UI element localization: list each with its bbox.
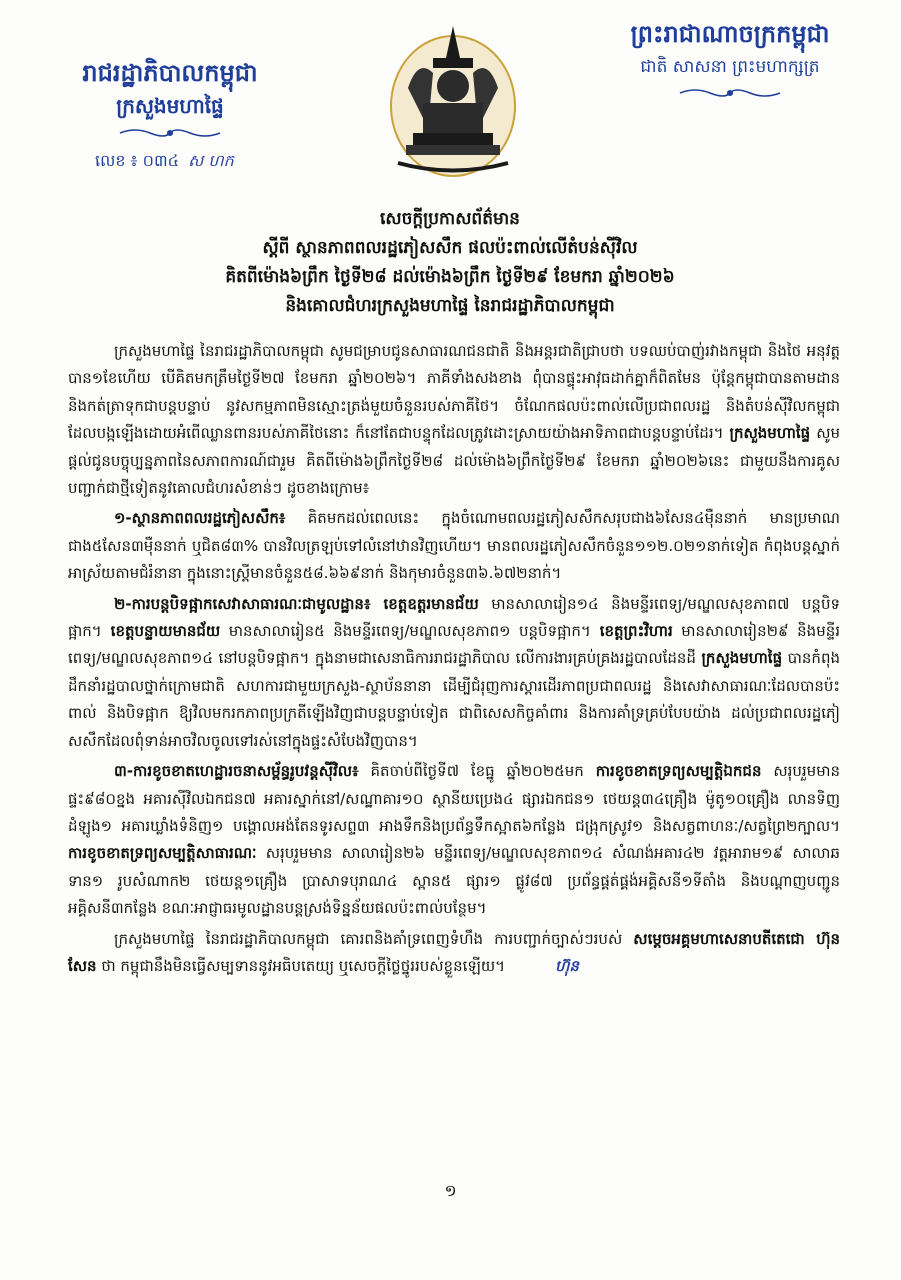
document-title [100,205,800,321]
ornament-divider-icon [115,126,225,140]
kingdom-header [590,18,870,100]
page-number: ១ [444,1181,457,1200]
ornament-divider-icon [675,86,785,100]
paragraph-position: ក្រសួងមហាផ្ទៃ នៃរាជរដ្ឋាភិបាលកម្ពុជា គោរពនិងគាំទ្រពេញទំហឹង ការបញ្ជាក់ច្បាស់ៗរបស់ សម្តេចអគ្គមហាសេនាបតីតេជោ ហ៊ុន សែន ថា កម្ពុជានឹងមិនធ្វើសម្បទាននូវអធិបតេយ្យ ឬសេចក្តីថ្លៃថ្នូររបស់ខ្លួនឡើយ។ ហ៊ុន [68,926,840,981]
document-number [95,150,234,174]
document-number-label: លេខ ៖ ០៣៤ [95,151,179,170]
kingdom-name: ព្រះរាជាណាចក្រកម្ពុជា [630,20,830,48]
paragraph-damage: ៣-ការខូចខាតហេដ្ឋារចនាសម្ព័ន្ធរូបវន្តស៊ីវិល៖ គិតចាប់ពីថ្ងៃទី៧ ខែធ្នូ ឆ្នាំ២០២៥មក ការខូចខាតទ្រព្យសម្បត្តិឯកជន សរុបរួមមាន ផ្ទះ៩៨០ខ្នង អគារស៊ីវិលឯកជន៧ អគារស្នាក់នៅ/សណ្ឋាគារ១០ ស្ថានីយប្រេង៤ ផ្សារឯកជន១ ថេយន្ត៣៤គ្រឿង ម៉ូតូ១០គ្រឿង លានទិញដំឡូង១ អគារឃ្លាំងទំនិញ១ បង្គោលអង់តែនទូរសព្ទ៣ អាងទឹកនិងប្រព័ន្ធទឹកស្អាត៦កន្លែង ជង្រុកស្រូវ១ និងសត្វពាហនៈ/សត្វព្រៃ២ក្បាល។ ការខូចខាតទ្រព្យសម្បត្តិសាធារណៈ សរុបរួមមាន សាលារៀន២៦ មន្ទីរពេទ្យ/មណ្ឌលសុខភាព១៤ សំណង់អគារ៤២ វត្តអារាម១៩ សាលាឆទាន១ រូបសំណាក២ ថេយន្ត១គ្រឿង ប្រាសាទបុរាណ៤ ស្ពាន៥ ផ្សារ១ ផ្លូវ៨៧ ប្រព័ន្ធផ្គត់ផ្គង់អគ្គិសនី១ទីតាំង និងបណ្តាញបញ្ជូនអគ្គិសនី៣កន្លែង ខណៈអាជ្ញាធរមូលដ្ឋានបន្តស្រង់ទិន្នន័យផលប៉ះពាល់បន្ថែម។ [68,762,840,918]
national-motto: ជាតិ សាសនា ព្រះមហាក្សត្រ [640,57,820,77]
title-line-2: ស្តីពី ស្ថានភាពពលរដ្ឋភៀសសឹក ផលប៉ះពាល់លើតំបន់ស៊ីវិល [262,238,638,258]
ministry-name: ក្រសួងមហាផ្ទៃ [116,94,224,118]
paragraph-public-services: ២-ការបន្តបិទផ្អាកសេវាសាធារណៈជាមូលដ្ឋាន៖ ខេត្តឧត្តរមានជ័យ មានសាលារៀន១៤ និងមន្ទីរពេទ្យ/មណ្ឌលសុខភាព៧ បន្តបិទផ្អាក។ ខេត្តបន្ទាយមានជ័យ មានសាលារៀន៥ និងមន្ទីរពេទ្យ/មណ្ឌលសុខភាព១ បន្តបិទផ្អាក។ ខេត្តព្រះវិហារ មានសាលារៀន២៩ និងមន្ទីរពេទ្យ/មណ្ឌលសុខភាព១៤ នៅបន្តបិទផ្អាក។ ក្នុងនាមជាសេនាធិការរាជរដ្ឋាភិបាល លើការងារគ្រប់គ្រងរដ្ឋបាលដែនដី ក្រសួងមហាផ្ទៃ បានកំពុងដឹកនាំរដ្ឋបាលថ្នាក់ក្រោមជាតិ សហការជាមួយក្រសួង-ស្ថាប័ននានា ដើម្បីជំរុញការស្តារដើរភាពប្រជាពលរដ្ឋ និងសេវាសាធារណៈដែលបានប៉ះពាល់ និងបិទផ្អាក ឱ្យវិលមករកភាពប្រក្រតីឡើងវិញជាបន្តបន្ទាប់ទៀត ជាពិសេសកិច្ចគាំពារ និងការគាំទ្រគ្រប់បែបយ៉ាង ដល់ប្រជាពលរដ្ឋភៀសសឹកដែលពុំទាន់អាចវិលចូលទៅរស់នៅក្នុងផ្ទះសំបែងវិញបាន។ [68,594,840,750]
paragraph-refugees: ១-ស្ថានភាពពលរដ្ឋភៀសសឹក៖ គិតមកដល់ពេលនេះ ក្នុងចំណោមពលរដ្ឋភៀសសឹកសរុបជាង៦សែន៤ម៉ឺននាក់ មានប្រមាណជាង៥សែន៣ម៉ឺននាក់ ឬជិត៨៣% បានវិលត្រឡប់ទៅលំនៅឋានវិញហើយ។ មានពលរដ្ឋភៀសសឹកចំនួន១១២.០២១នាក់ទៀត កំពុងបន្តស្នាក់អាស្រ័យតាមជំរំនានា ក្នុងនោះស្ត្រីមានចំនួន៥៨.៦៦៩នាក់ និងកុមារចំនួន៣៦.៦៧២នាក់។ [68,509,840,583]
title-line-3: គិតពីម៉ោង៦ព្រឹក ថ្ងៃទី២៨ ដល់ម៉ោង៦ព្រឹក ថ្ងៃទី២៩ ខែមករា ឆ្នាំ២០២៦ [225,267,675,287]
royal-emblem-icon [378,18,528,183]
title-line-1: សេចក្តីប្រកាសព័ត៌មាន [380,209,520,229]
title-line-4: និងគោលជំហរក្រសួងមហាផ្ទៃ នៃរាជរដ្ឋាភិបាលកម្ពុជា [285,296,615,316]
paragraph-intro: ក្រសួងមហាផ្ទៃ នៃរាជរដ្ឋាភិបាលកម្ពុជា សូមជម្រាបជូនសាធារណជនជាតិ និងអន្តរជាតិជ្រាបថា បទឈប់បាញ់រវាងកម្ពុជា និងថៃ អនុវត្តបាន១ខែហើយ បើគិតមកត្រឹមថ្ងៃទី២៧ ខែមករា ឆ្នាំ២០២៦។ ភាគីទាំងសងខាង ពុំបានផ្ទុះអាវុធដាក់គ្នាក៏ពិតមែន ប៉ុន្តែកម្ពុជាបានតាមដាន និងកត់ត្រាទុកជាបន្តបន្ទាប់ នូវសកម្មភាពមិនស្មោះត្រង់មួយចំនួនរបស់ភាគីថៃ។ ចំណែកផលប៉ះពាល់លើប្រជាពលរដ្ឋ និងតំបន់ស៊ីវិលកម្ពុជា ដែលបង្កឡើងដោយអំពើឈ្លានពានរបស់ភាគីថៃនោះ ក៏នៅតែជាបន្ទុកដែលត្រូវដោះស្រាយយ៉ាងអាទិភាពជាបន្តបន្ទាប់ដែរ។ ក្រសួងមហាផ្ទៃ សូមផ្តល់ជូនបច្ចុប្បន្នភាពនៃសភាពការណ៍ជារួម គិតពីម៉ោង៦ព្រឹកថ្ងៃទី២៨ ដល់ម៉ោង៦ព្រឹកថ្ងៃទី២៩ ខែមករា ឆ្នាំ២០២៦នេះ ជាមួយនឹងការគូសបញ្ជាក់ជាថ្មីទៀតនូវគោលជំហរសំខាន់ៗ ដូចខាងក្រោម៖ [68,342,840,498]
government-name: រាជរដ្ឋាភិបាលកម្ពុជា [82,59,258,87]
handwritten-initials: ហ៊ុន [555,956,579,975]
ministry-header [50,58,290,140]
document-number-handwritten: ស ហក [188,151,234,170]
document-body [68,338,840,983]
